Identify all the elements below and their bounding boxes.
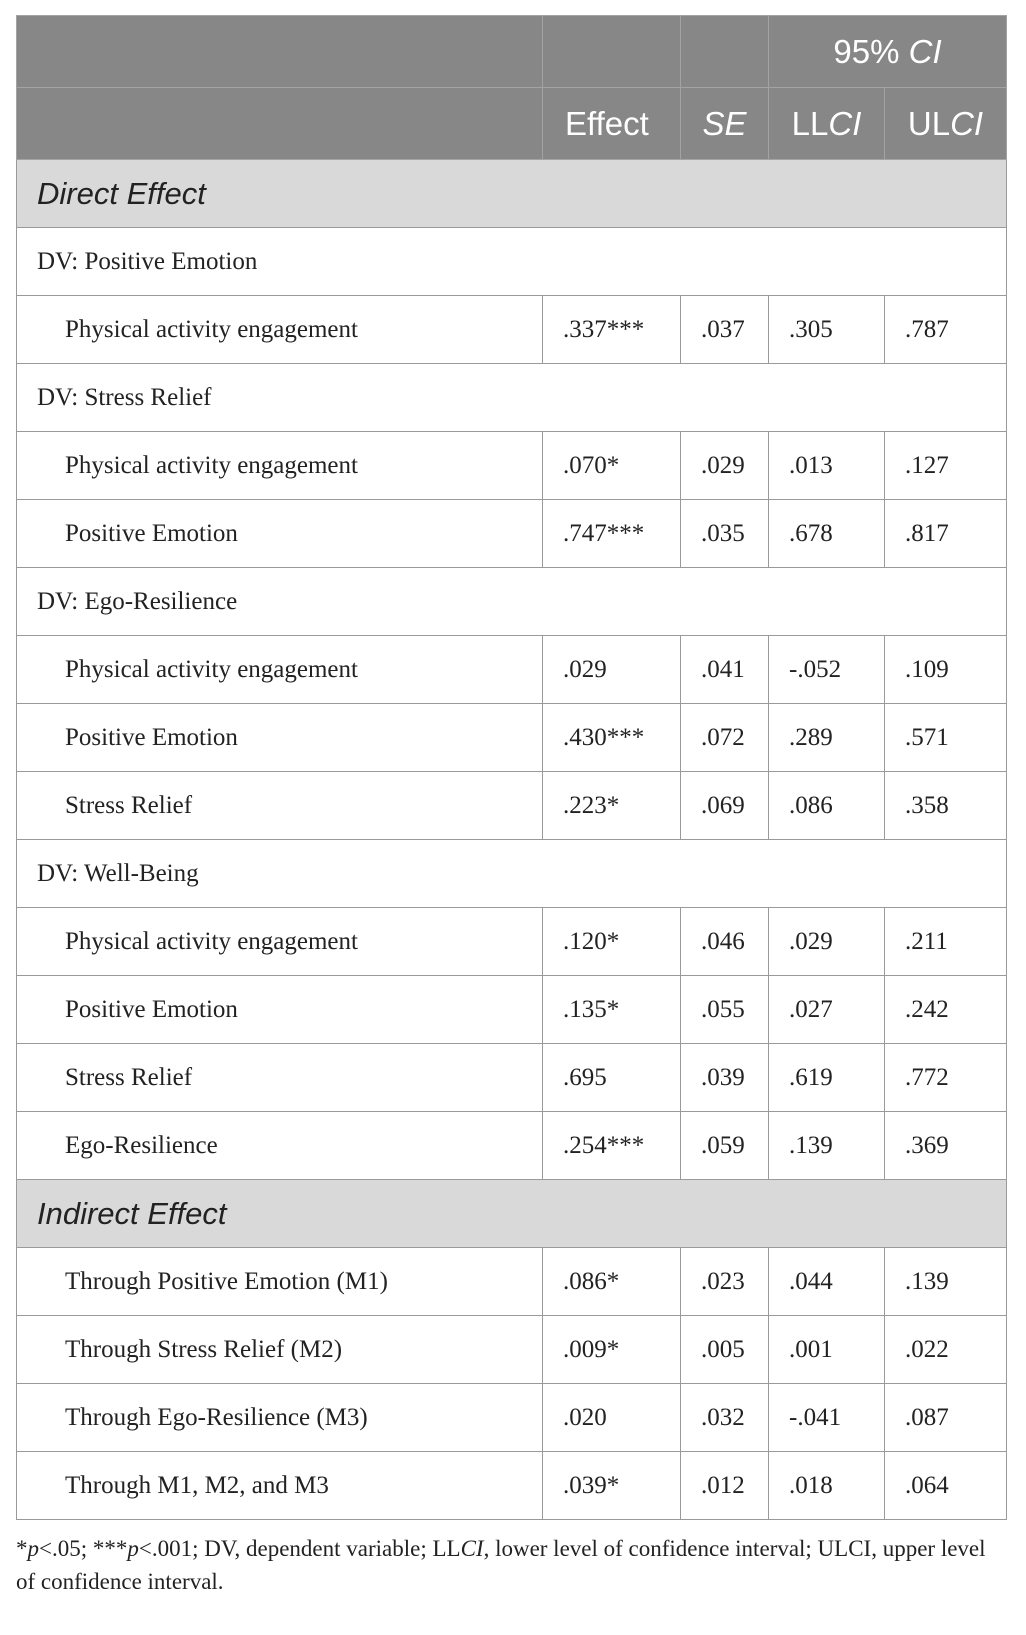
cell-effect: .135* (543, 976, 681, 1044)
header-blank-cell (17, 16, 543, 88)
cell-effect: .430*** (543, 704, 681, 772)
header-ci-text: 95% (833, 32, 909, 70)
cell-ulci: .369 (885, 1112, 1007, 1180)
cell-llci: .289 (769, 704, 885, 772)
cell-se: .035 (681, 500, 769, 568)
row-label: Physical activity engagement (17, 432, 543, 500)
cell-effect: .009* (543, 1316, 681, 1384)
header-llci-prefix: LL (791, 104, 829, 142)
cell-llci: -.041 (769, 1384, 885, 1452)
cell-llci: .619 (769, 1044, 885, 1112)
header-effect: Effect (543, 88, 681, 160)
cell-ulci: .211 (885, 908, 1007, 976)
row-label: Positive Emotion (17, 704, 543, 772)
row-label: Through Positive Emotion (M1) (17, 1248, 543, 1316)
table-row (17, 908, 1007, 976)
header-blank-cell (17, 88, 543, 160)
table-row (17, 1384, 1007, 1452)
table-row (17, 636, 1007, 704)
cell-ulci: .127 (885, 432, 1007, 500)
row-label: Through Stress Relief (M2) (17, 1316, 543, 1384)
table-row (17, 296, 1007, 364)
dv-group-label: DV: Ego-Resilience (17, 568, 1007, 636)
header-ci-italic: CI (908, 32, 942, 70)
cell-se: .037 (681, 296, 769, 364)
footnote-sym: *** (92, 1536, 128, 1561)
cell-ulci: .772 (885, 1044, 1007, 1112)
cell-effect: .086* (543, 1248, 681, 1316)
header-blank-cell (543, 16, 681, 88)
cell-llci: .086 (769, 772, 885, 840)
table-row (17, 1248, 1007, 1316)
header-blank-cell (681, 16, 769, 88)
cell-ulci: .022 (885, 1316, 1007, 1384)
cell-se: .023 (681, 1248, 769, 1316)
dv-group-row (17, 568, 1007, 636)
table-row (17, 976, 1007, 1044)
cell-llci: .001 (769, 1316, 885, 1384)
dv-group-row (17, 364, 1007, 432)
header-ulci (885, 88, 1007, 160)
row-label: Stress Relief (17, 772, 543, 840)
section-title: Indirect Effect (17, 1180, 1007, 1248)
table-body (17, 160, 1007, 1520)
footnote-var: p (127, 1536, 139, 1561)
dv-group-label: DV: Positive Emotion (17, 228, 1007, 296)
footnote-italic: CI (460, 1536, 484, 1561)
row-label: Physical activity engagement (17, 908, 543, 976)
cell-effect: .747*** (543, 500, 681, 568)
footnote-text: <.001; DV, dependent variable; LL (138, 1536, 461, 1561)
cell-llci: .027 (769, 976, 885, 1044)
cell-llci: .305 (769, 296, 885, 364)
cell-se: .005 (681, 1316, 769, 1384)
table-row (17, 432, 1007, 500)
table-row (17, 1316, 1007, 1384)
row-label: Stress Relief (17, 1044, 543, 1112)
cell-se: .041 (681, 636, 769, 704)
header-ulci-italic: CI (950, 104, 984, 142)
dv-group-row (17, 228, 1007, 296)
table-row (17, 704, 1007, 772)
cell-ulci: .358 (885, 772, 1007, 840)
cell-ulci: .817 (885, 500, 1007, 568)
header-llci-italic: CI (828, 104, 862, 142)
header-ci-group (769, 16, 1007, 88)
section-title: Direct Effect (17, 160, 1007, 228)
row-label: Positive Emotion (17, 500, 543, 568)
section-direct-effect (17, 160, 1007, 228)
cell-ulci: .787 (885, 296, 1007, 364)
cell-effect: .039* (543, 1452, 681, 1520)
footnote-var: p (27, 1536, 39, 1561)
cell-se: .072 (681, 704, 769, 772)
row-label: Physical activity engagement (17, 636, 543, 704)
cell-llci: .678 (769, 500, 885, 568)
cell-se: .059 (681, 1112, 769, 1180)
cell-llci: .029 (769, 908, 885, 976)
dv-group-row (17, 840, 1007, 908)
row-label: Positive Emotion (17, 976, 543, 1044)
cell-se: .029 (681, 432, 769, 500)
table-row (17, 772, 1007, 840)
table-row (17, 1044, 1007, 1112)
cell-effect: .223* (543, 772, 681, 840)
dv-group-label: DV: Well-Being (17, 840, 1007, 908)
cell-se: .055 (681, 976, 769, 1044)
cell-effect: .020 (543, 1384, 681, 1452)
cell-effect: .254*** (543, 1112, 681, 1180)
table-row (17, 1112, 1007, 1180)
cell-ulci: .109 (885, 636, 1007, 704)
cell-se: .039 (681, 1044, 769, 1112)
header-row-bottom (17, 88, 1007, 160)
footnote-sym: * (16, 1536, 28, 1561)
cell-llci: .044 (769, 1248, 885, 1316)
cell-se: .012 (681, 1452, 769, 1520)
row-label: Ego-Resilience (17, 1112, 543, 1180)
cell-se: .046 (681, 908, 769, 976)
cell-effect: .337*** (543, 296, 681, 364)
cell-se: .032 (681, 1384, 769, 1452)
cell-se: .069 (681, 772, 769, 840)
header-llci (769, 88, 885, 160)
cell-llci: .013 (769, 432, 885, 500)
section-indirect-effect (17, 1180, 1007, 1248)
table-row (17, 1452, 1007, 1520)
results-table-wrapper (16, 15, 1006, 1598)
cell-ulci: .571 (885, 704, 1007, 772)
cell-effect: .029 (543, 636, 681, 704)
header-ulci-prefix: UL (907, 104, 951, 142)
cell-ulci: .064 (885, 1452, 1007, 1520)
table-header (17, 16, 1007, 160)
table-footnote (16, 1532, 1006, 1598)
cell-llci: -.052 (769, 636, 885, 704)
header-se (681, 88, 769, 160)
cell-effect: .120* (543, 908, 681, 976)
cell-effect: .070* (543, 432, 681, 500)
effects-table (16, 15, 1007, 1520)
cell-ulci: .087 (885, 1384, 1007, 1452)
footnote-text: <.05; (39, 1536, 93, 1561)
dv-group-label: DV: Stress Relief (17, 364, 1007, 432)
header-row-top (17, 16, 1007, 88)
cell-llci: .139 (769, 1112, 885, 1180)
row-label: Physical activity engagement (17, 296, 543, 364)
cell-llci: .018 (769, 1452, 885, 1520)
header-se-italic: SE (702, 104, 747, 142)
table-row (17, 500, 1007, 568)
cell-ulci: .139 (885, 1248, 1007, 1316)
row-label: Through Ego-Resilience (M3) (17, 1384, 543, 1452)
footnote-text: , lower level of confidence interval; ULCI, upper level of confidence interval. (16, 1536, 986, 1594)
cell-effect: .695 (543, 1044, 681, 1112)
cell-ulci: .242 (885, 976, 1007, 1044)
row-label: Through M1, M2, and M3 (17, 1452, 543, 1520)
